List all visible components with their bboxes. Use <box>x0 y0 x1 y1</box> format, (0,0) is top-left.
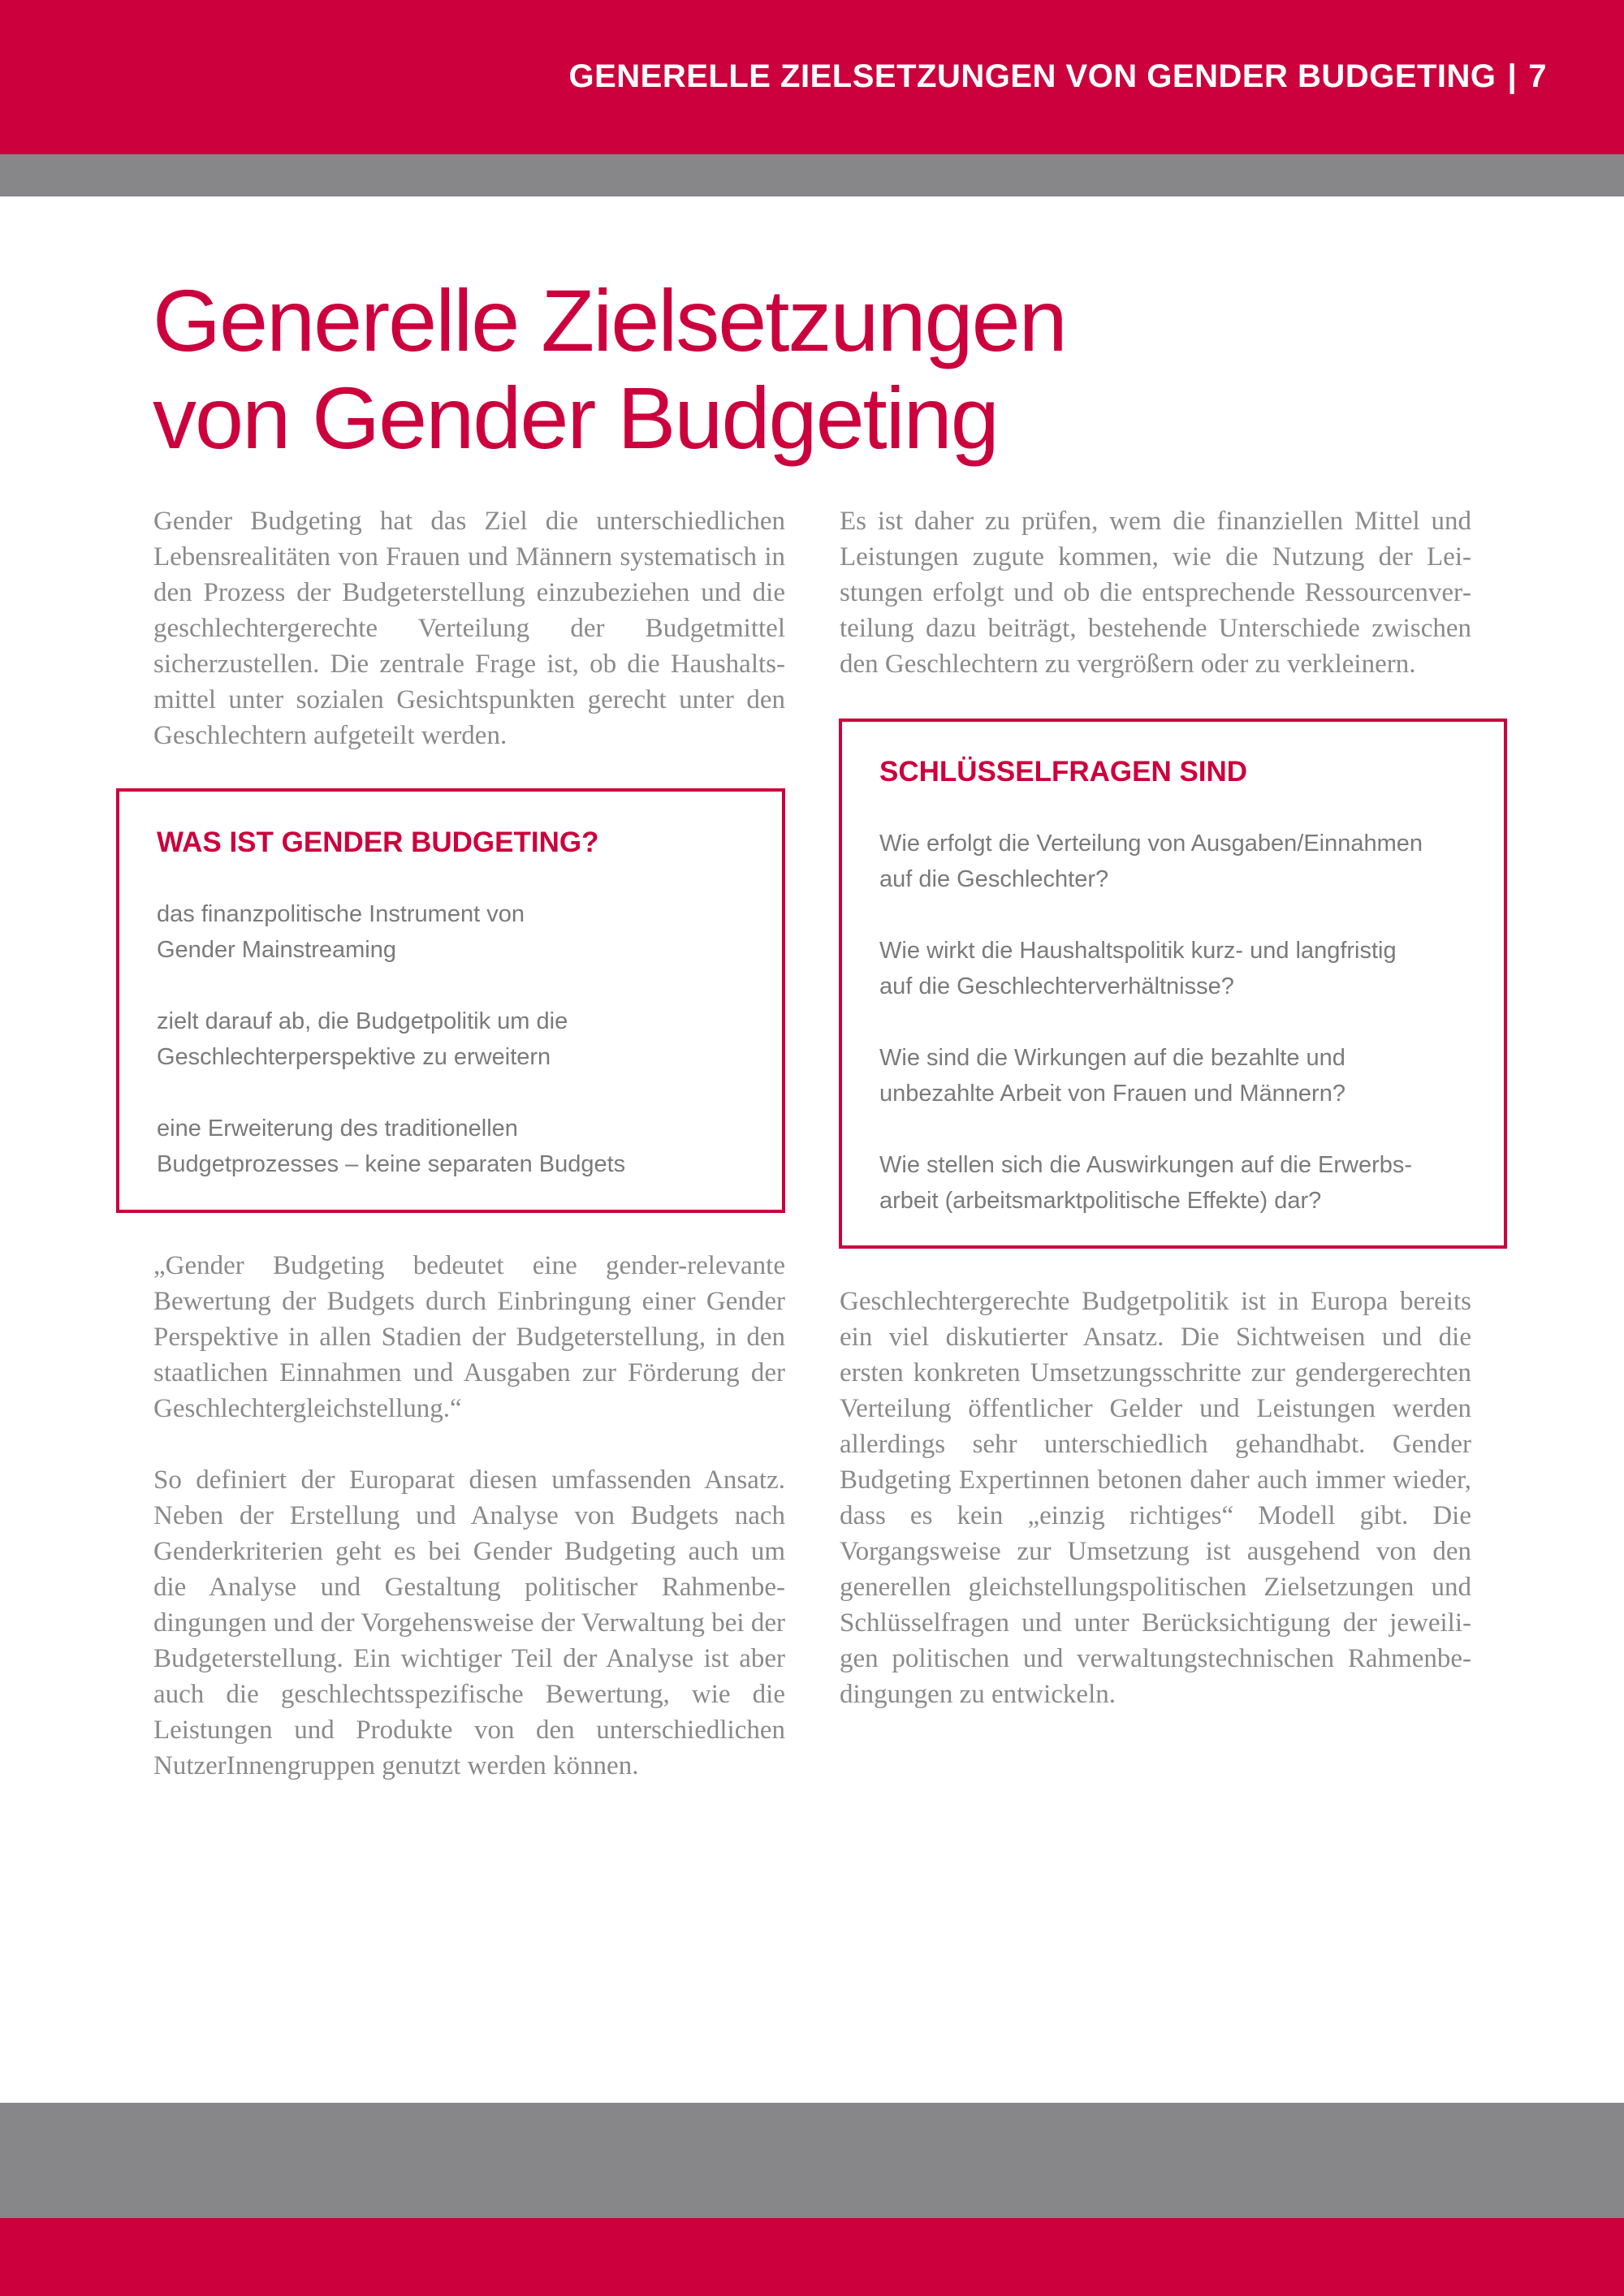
left-body-column <box>153 1248 785 1784</box>
footer-band <box>0 2218 1624 2296</box>
closing-paragraph: Geschlechtergerechte Budgetpolitik ist in Europa bereits ein viel diskutierter Ansatz. Die Sichtweisen und die ersten konkreten Umsetzungsschritte zur gendergerechten Verteilung öffentlicher Gelder und Leistungen werden allerdings sehr unterschiedlich gehandhabt. Gender Budgeting Expertinnen betonen daher auch immer wieder, dass es kein „einzig richtiges“ Modell gibt. Die Vorgangsweise zur Umsetzung ist ausgehend von den generellen gleichstellungspolitischen Zielsetzungen und Schlüsselfragen und unter Berücksichtigung der jeweiligen politischen und verwaltungstechnischen Rahmenbedingungen zu entwickeln. <box>840 1287 1471 1709</box>
box-item <box>157 896 749 968</box>
page-number: 7 <box>1528 58 1547 94</box>
box-item-line: Wie stellen sich die Auswirkungen auf die Erwerbs- <box>879 1152 1413 1178</box>
box-item <box>157 1111 749 1182</box>
running-header <box>568 58 1547 95</box>
left-intro-column <box>153 503 785 753</box>
box-item-line: das finanzpolitische Instrument von <box>157 901 525 927</box>
box-item-line: Wie sind die Wirkungen auf die bezahlte und <box>879 1045 1345 1071</box>
header-separator: | <box>1507 58 1518 94</box>
page-title-line-2: von Gender Budgeting <box>153 369 998 467</box>
box-item <box>879 1040 1471 1111</box>
box-title: WAS IST GENDER BUDGETING? <box>157 826 599 858</box>
box-item <box>879 933 1471 1004</box>
footer-grey-stripe <box>0 2103 1624 2218</box>
page-title <box>153 272 1289 467</box>
box-item-line: unbezahlte Arbeit von Frauen und Männern? <box>879 1081 1345 1107</box>
box-item-line: zielt darauf ab, die Budgetpolitik um die <box>157 1008 568 1034</box>
key-questions-box <box>839 719 1507 1249</box>
right-body-column <box>840 1284 1471 1712</box>
what-is-gender-budgeting-box <box>116 788 785 1213</box>
box-item <box>879 826 1471 897</box>
definition-paragraph: So definiert der Europarat diesen umfassenden Ansatz. Neben der Erstellung und Analyse von Budgets nach Genderkriterien geht es bei Gender Budgeting auch um die Analyse und Gestaltung politischer Rahmenbedingungen und der Vorgehensweise der Verwaltung bei der Budgeterstellung. Ein wichtiger Teil der Analyse ist aber auch die geschlechtsspezifische Bewertung, wie die Leistungen und Produkte von den unterschiedlichen NutzerInnengruppen genutzt werden können. <box>153 1465 785 1780</box>
header-title-text: GENERELLE ZIELSETZUNGEN VON GENDER BUDGETING <box>568 58 1497 94</box>
left-intro-paragraph: Gender Budgeting hat das Ziel die unterschiedlichen Lebensrealitäten von Frauen und Männern systematisch in den Prozess der Budgeterstellung einzubeziehen und die geschlechtergerechte Verteilung der Budgetmittel sicherzustellen. Die zentrale Frage ist, ob die Haushaltsmittel unter sozialen Gesichtspunkten gerecht unter den Geschlechtern aufgeteilt werden. <box>153 507 785 750</box>
header-grey-stripe <box>0 154 1624 196</box>
box-item-line: eine Erweiterung des traditionellen <box>157 1116 518 1142</box>
right-intro-column <box>840 503 1471 682</box>
box-item-line: Wie wirkt die Haushaltspolitik kurz- und langfristig <box>879 938 1397 964</box>
box-item-line: Budgetprozesses – keine separaten Budgets <box>157 1151 626 1177</box>
box-item-line: auf die Geschlechterverhältnisse? <box>879 973 1234 999</box>
box-item <box>879 1147 1471 1219</box>
box-item <box>157 1003 749 1075</box>
page-title-line-1: Generelle Zielsetzungen <box>153 271 1066 369</box>
box-item-line: auf die Geschlechter? <box>879 866 1109 892</box>
box-item-line: arbeit (arbeitsmarktpolitische Effekte) dar? <box>879 1188 1322 1214</box>
box-item-line: Wie erfolgt die Verteilung von Ausgaben/Einnahmen <box>879 831 1423 857</box>
box-item-line: Gender Mainstreaming <box>157 937 396 963</box>
box-item-line: Geschlechterperspektive zu erweitern <box>157 1044 551 1070</box>
header-band <box>0 0 1624 154</box>
box-title: SCHLÜSSELFRAGEN SIND <box>879 756 1248 788</box>
right-intro-paragraph: Es ist daher zu prüfen, wem die finanziellen Mittel und Leistungen zugute kommen, wie die Nutzung der Leistungen erfolgt und ob die entsprechende Ressourcenverteilung dazu beiträgt, bestehende Unterschiede zwischen den Geschlechtern zu vergrößern oder zu verkleinern. <box>840 507 1471 679</box>
council-of-europe-quote: „Gender Budgeting bedeutet eine gender-relevante Bewertung der Budgets durch Einbringung einer Gender Perspektive in allen Stadien der Budgeterstellung, in den staatlichen Einnahmen und Ausgaben zur Förderung der Geschlechtergleichstellung.“ <box>153 1251 785 1423</box>
